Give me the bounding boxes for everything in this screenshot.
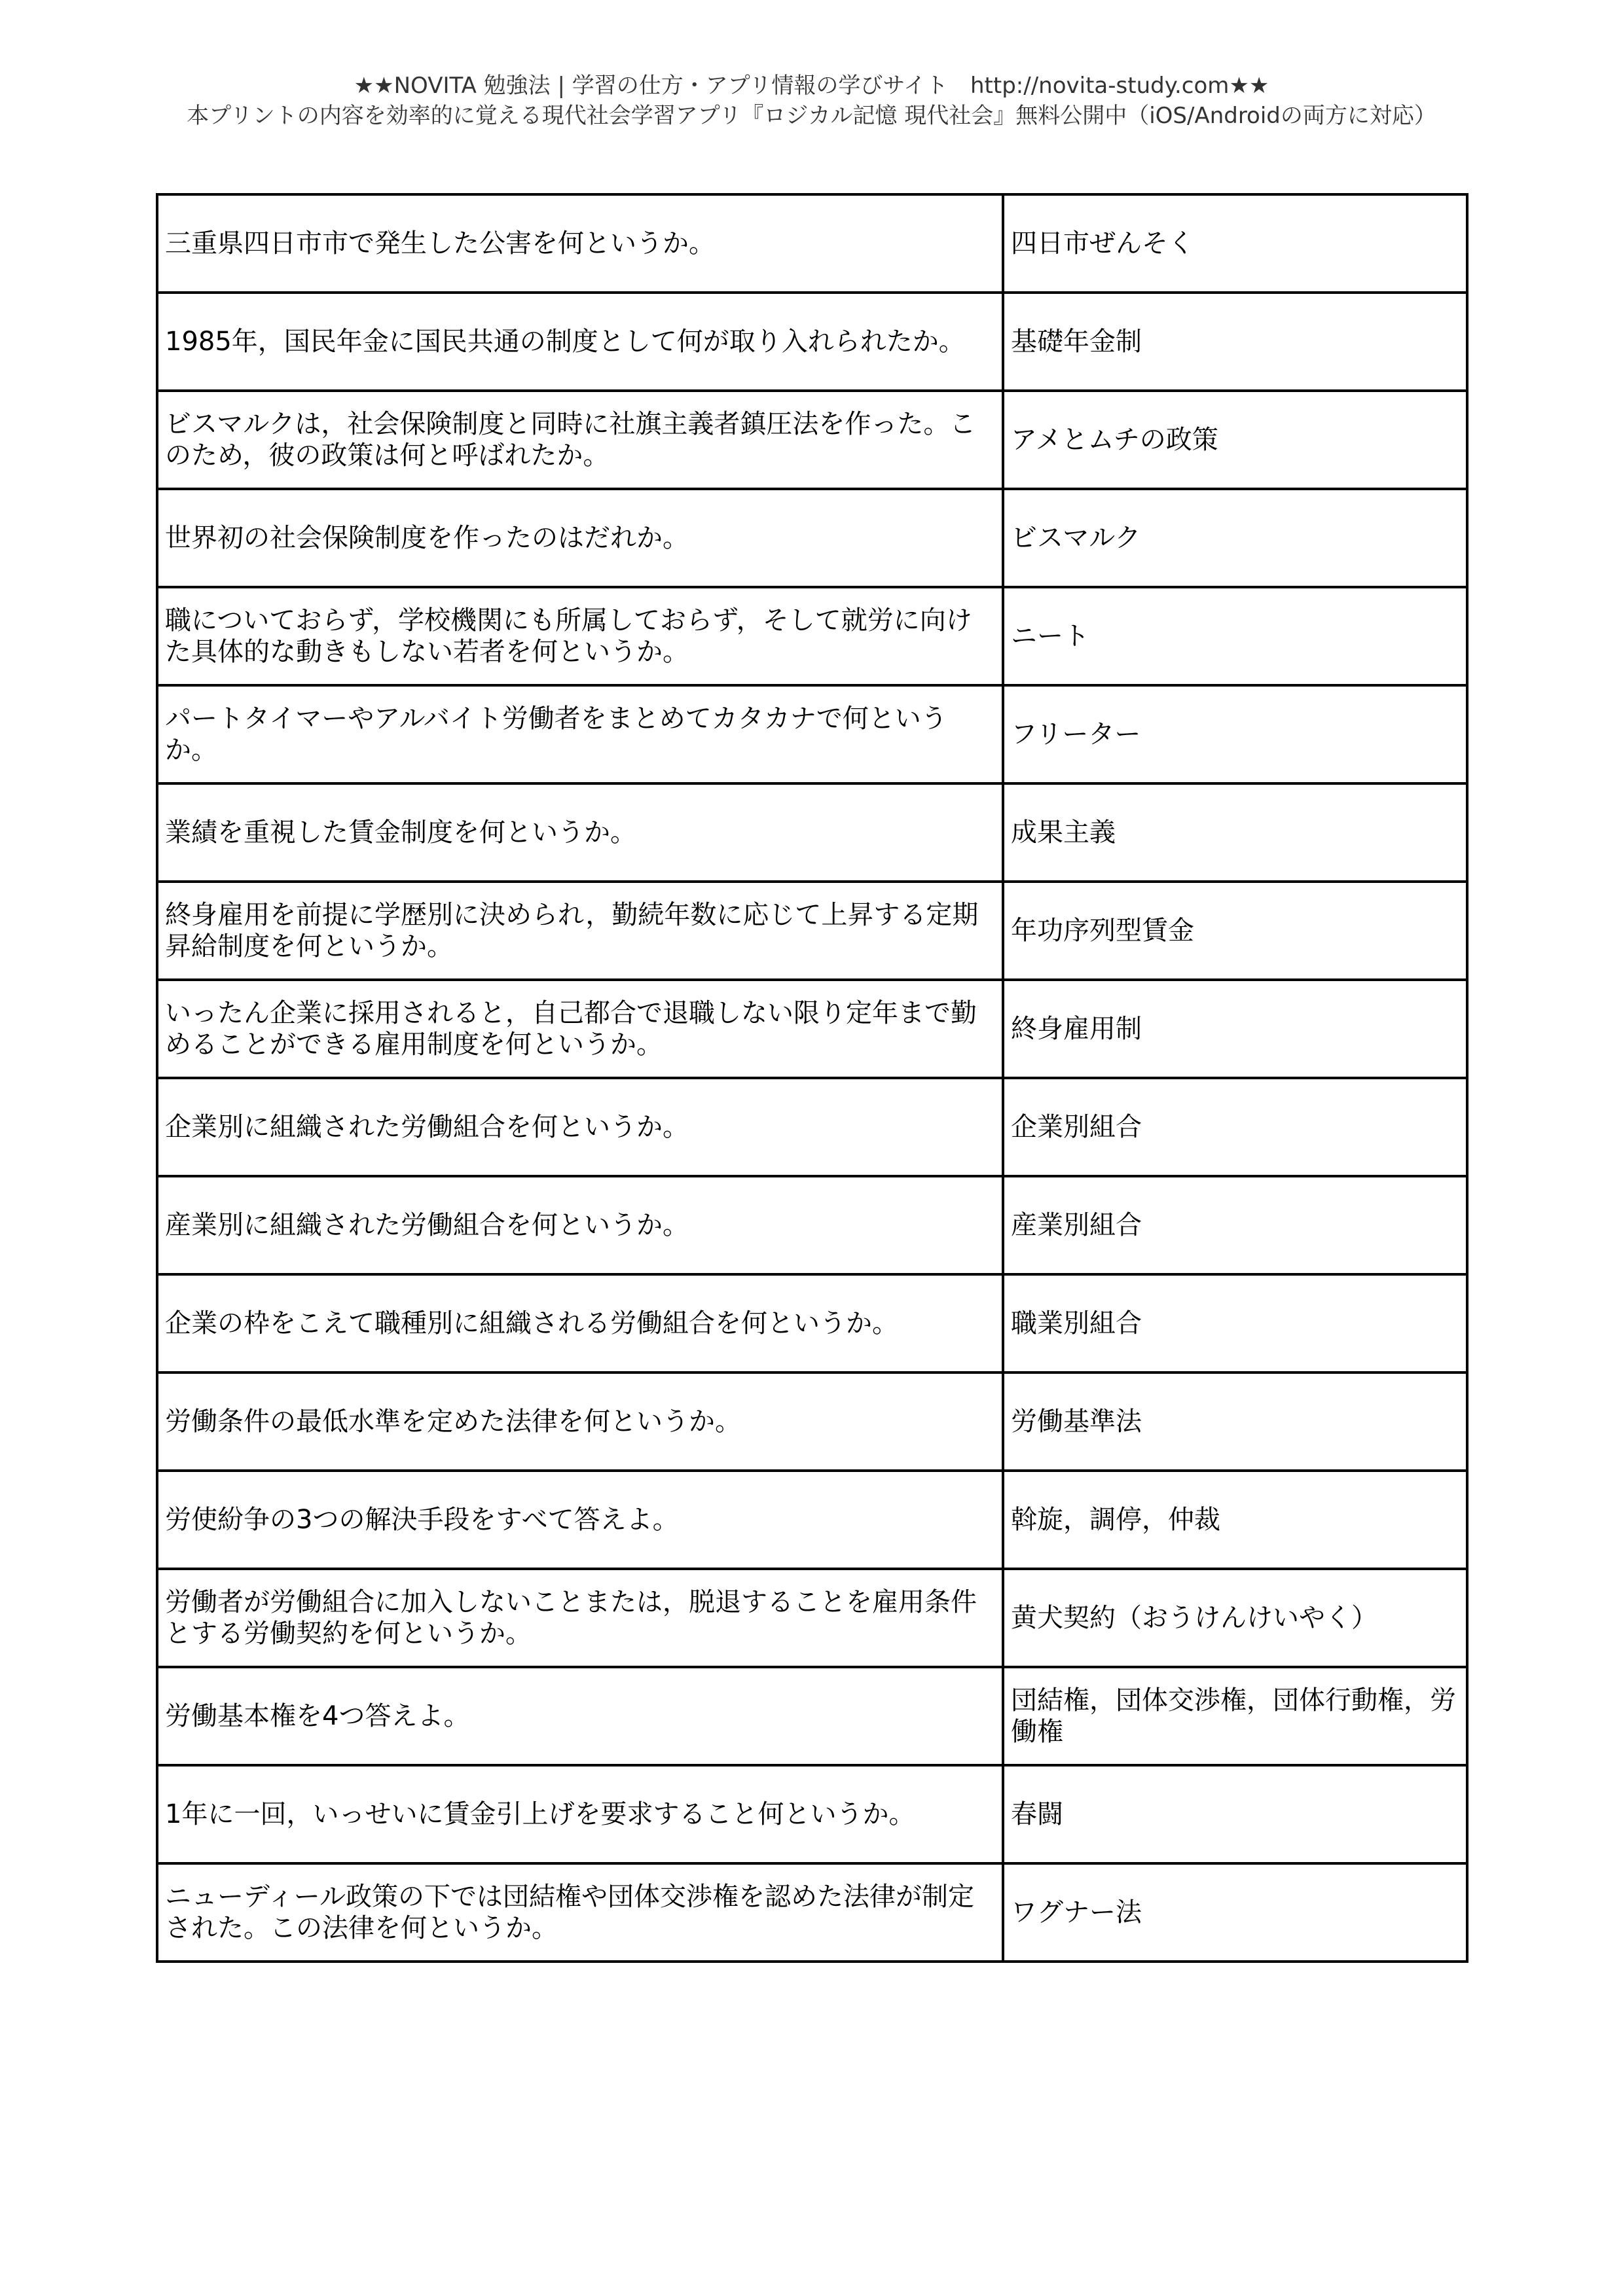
table-row [157,1863,1467,1962]
page-header [0,71,1623,131]
table-row [157,391,1467,489]
question-cell: ニューディール政策の下では団結権や団体交渉権を認めた法律が制定された。この法律を何というか。 [157,1863,1003,1962]
answer-cell: 春闘 [1003,1765,1467,1863]
answer-cell: 基礎年金制 [1003,293,1467,391]
answer-cell: 企業別組合 [1003,1078,1467,1176]
answer-cell: 職業別組合 [1003,1274,1467,1372]
question-cell: 終身雇用を前提に学歴別に決められ，勤続年数に応じて上昇する定期昇給制度を何というか。 [157,882,1003,980]
question-cell: 業績を重視した賃金制度を何というか。 [157,783,1003,882]
answer-cell: 四日市ぜんそく [1003,194,1467,293]
answer-cell: 黄犬契約（おうけんけいやく） [1003,1569,1467,1667]
question-cell: 労使紛争の3つの解決手段をすべて答えよ。 [157,1471,1003,1569]
table-row [157,980,1467,1078]
table-row [157,1569,1467,1667]
question-cell: 産業別に組織された労働組合を何というか。 [157,1176,1003,1274]
question-cell: 企業別に組織された労働組合を何というか。 [157,1078,1003,1176]
qa-table [156,193,1468,1963]
answer-cell: 労働基準法 [1003,1372,1467,1471]
table-row [157,882,1467,980]
question-cell: 職についておらず，学校機関にも所属しておらず，そして就労に向けた具体的な動きもしない若者を何というか。 [157,587,1003,685]
question-cell: 1年に一回，いっせいに賃金引上げを要求すること何というか。 [157,1765,1003,1863]
question-cell: 労働者が労働組合に加入しないことまたは，脱退することを雇用条件とする労働契約を何というか。 [157,1569,1003,1667]
table-row [157,194,1467,293]
answer-cell: 団結権，団体交渉権，団体行動権，労働権 [1003,1667,1467,1765]
table-row [157,587,1467,685]
header-site-line: ★★NOVITA 勉強法 | 学習の仕方・アプリ情報の学びサイト http://novita-study.com★★ [354,73,1269,99]
answer-cell: 終身雇用制 [1003,980,1467,1078]
table-row [157,685,1467,783]
table-row [157,1667,1467,1765]
question-cell: 企業の枠をこえて職種別に組織される労働組合を何というか。 [157,1274,1003,1372]
table-row [157,1078,1467,1176]
question-cell: 世界初の社会保険制度を作ったのはだれか。 [157,489,1003,587]
table-row [157,1765,1467,1863]
header-app-line: 本プリントの内容を効率的に覚える現代社会学習アプリ『ロジカル記憶 現代社会』無料公開中（iOS/Androidの両方に対応） [187,103,1436,129]
table-row [157,783,1467,882]
answer-cell: ビスマルク [1003,489,1467,587]
answer-cell: アメとムチの政策 [1003,391,1467,489]
question-cell: 労働条件の最低水準を定めた法律を何というか。 [157,1372,1003,1471]
table-row [157,1274,1467,1372]
question-cell: 三重県四日市市で発生した公害を何というか。 [157,194,1003,293]
answer-cell: 成果主義 [1003,783,1467,882]
table-row [157,1176,1467,1274]
answer-cell: フリーター [1003,685,1467,783]
answer-cell: 年功序列型賃金 [1003,882,1467,980]
table-row [157,293,1467,391]
table-row [157,489,1467,587]
answer-cell: ニート [1003,587,1467,685]
question-cell: 1985年，国民年金に国民共通の制度として何が取り入れられたか。 [157,293,1003,391]
question-cell: パートタイマーやアルバイト労働者をまとめてカタカナで何というか。 [157,685,1003,783]
answer-cell: ワグナー法 [1003,1863,1467,1962]
question-cell: いったん企業に採用されると，自己都合で退職しない限り定年まで勤めることができる雇用制度を何というか。 [157,980,1003,1078]
answer-cell: 産業別組合 [1003,1176,1467,1274]
table-row [157,1372,1467,1471]
question-cell: 労働基本権を4つ答えよ。 [157,1667,1003,1765]
answer-cell: 斡旋，調停，仲裁 [1003,1471,1467,1569]
question-cell: ビスマルクは，社会保険制度と同時に社旗主義者鎮圧法を作った。このため，彼の政策は何と呼ばれたか。 [157,391,1003,489]
table-row [157,1471,1467,1569]
